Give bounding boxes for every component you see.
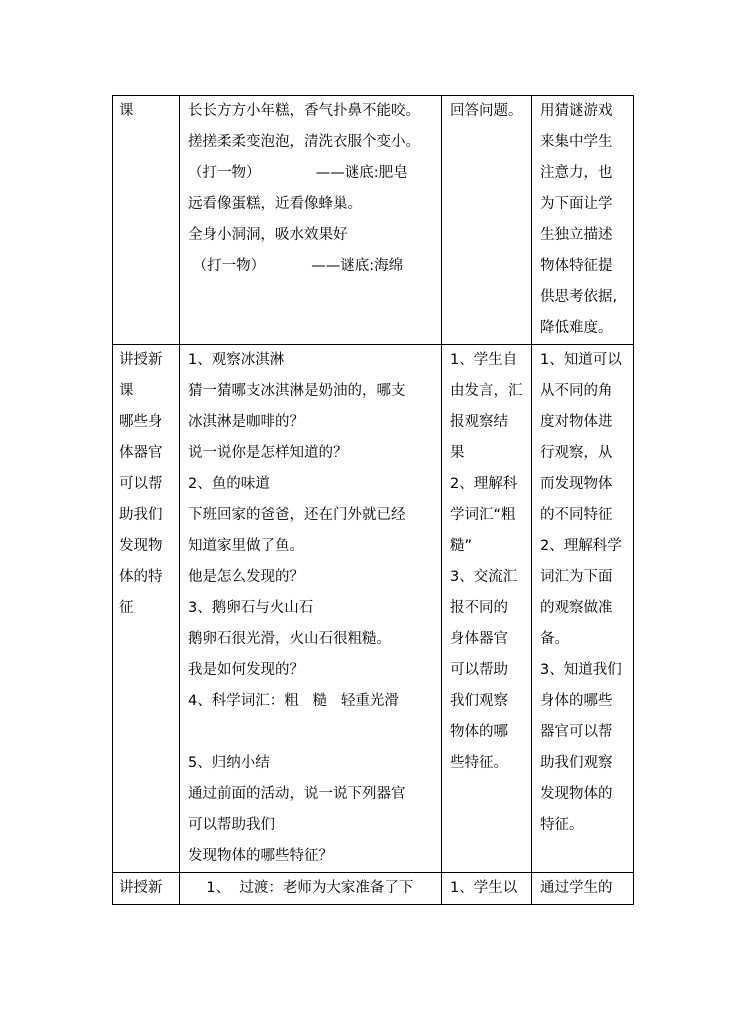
student-activity-cell: [442, 96, 532, 345]
student-line: 2、理解科: [450, 476, 518, 492]
activity-line: 下班回家的爸爸，还在门外就已经: [188, 507, 406, 523]
student-line: 些特征。: [450, 755, 508, 771]
intent-line: 行观察，从: [540, 445, 613, 461]
table-row: [113, 345, 634, 873]
intent-line: 的不同特征: [540, 507, 613, 523]
student-line: 3、交流汇: [450, 569, 518, 585]
activity-line: 他是怎么发现的？: [188, 569, 304, 585]
stage-text: 体的特: [119, 569, 163, 585]
stage-text: 助我们: [119, 507, 163, 523]
intent-line: 特征。: [540, 817, 584, 833]
student-line: 回答问题。: [450, 103, 523, 119]
teacher-activity-cell: [180, 96, 442, 345]
activity-line: [188, 717, 441, 748]
stage-text: 发现物: [119, 538, 163, 554]
intent-line: 从不同的角: [540, 383, 613, 399]
teacher-activity-cell: [180, 873, 442, 905]
activity-line: 远看像蛋糕，近看像蜂巢。: [188, 196, 362, 212]
intent-line: 注意力，也: [540, 165, 613, 181]
stage-text: 征: [119, 600, 134, 616]
student-line: 1、学生以: [450, 880, 518, 896]
student-line: 1、学生自: [450, 352, 518, 368]
stage-cell: [113, 96, 180, 345]
student-line: 学词汇“粗: [450, 507, 516, 523]
stage-text: 讲授新: [119, 352, 163, 368]
intent-line: 用猜谜游戏: [540, 103, 613, 119]
student-line: 身体器官: [450, 631, 508, 647]
activity-line: 说一说你是怎样知道的？: [188, 445, 348, 461]
intent-line: 的观察做准: [540, 600, 613, 616]
intent-line: 度对物体进: [540, 414, 613, 430]
student-line: 我们观察: [450, 693, 508, 709]
activity-line: 冰淇淋是咖啡的？: [188, 414, 304, 430]
stage-cell: [113, 873, 180, 905]
intent-line: 备。: [540, 631, 569, 647]
activity-line: 1、观察冰淇淋: [188, 352, 285, 368]
student-line: 糙”: [450, 538, 473, 554]
intent-line: 身体的哪些: [540, 693, 613, 709]
activity-line: 发现物体的哪些特征？: [188, 848, 333, 864]
table-row: [113, 96, 634, 345]
stage-text: 讲授新: [119, 880, 163, 896]
activity-line: 2、鱼的味道: [188, 476, 270, 492]
intent-line: 通过学生的: [540, 880, 613, 896]
stage-text: 可以帮: [119, 476, 163, 492]
activity-line: （打一物） ——谜底:肥皂: [188, 165, 408, 181]
intent-line: 词汇为下面: [540, 569, 613, 585]
student-line: 由发言，汇: [450, 383, 523, 399]
student-activity-cell: [442, 873, 532, 905]
student-activity-cell: [442, 345, 532, 873]
activity-line: 可以帮助我们: [188, 817, 275, 833]
intent-line: 1、知道可以: [540, 352, 622, 368]
stage-text: 体器官: [119, 445, 163, 461]
intent-line: 为下面让学: [540, 196, 613, 212]
intent-line: 生独立描述: [540, 227, 613, 243]
lesson-plan-table: [112, 95, 634, 905]
intent-line: 助我们观察: [540, 755, 613, 771]
intent-line: 而发现物体: [540, 476, 613, 492]
design-intent-cell: [532, 873, 634, 905]
table-row: [113, 873, 634, 905]
student-line: 物体的哪: [450, 724, 508, 740]
student-line: 报不同的: [450, 600, 508, 616]
student-line: 果: [450, 445, 465, 461]
design-intent-cell: [532, 345, 634, 873]
stage-text: 课: [119, 103, 134, 119]
teacher-activity-cell: [180, 345, 442, 873]
activity-line: 我是如何发现的？: [188, 662, 304, 678]
activity-line: 5、归纳小结: [188, 755, 270, 771]
activity-line: 通过前面的活动，说一说下列器官: [188, 786, 406, 802]
activity-line: 3、鹅卵石与火山石: [188, 600, 314, 616]
activity-line: 1、 过渡：老师为大家准备了下: [188, 880, 414, 896]
activity-line: 鹅卵石很光滑，火山石很粗糙。: [188, 631, 391, 647]
activity-line: （打一物） ——谜底:海绵: [188, 258, 404, 274]
intent-line: 发现物体的: [540, 786, 613, 802]
activity-line: 全身小洞洞，吸水效果好: [188, 227, 348, 243]
intent-line: 来集中学生: [540, 134, 613, 150]
student-line: 报观察结: [450, 414, 508, 430]
design-intent-cell: [532, 96, 634, 345]
activity-line: 4、科学词汇：粗 糙 轻重光滑: [188, 693, 399, 709]
stage-cell: [113, 345, 180, 873]
intent-line: 降低难度。: [540, 320, 613, 336]
intent-line: 器官可以帮: [540, 724, 613, 740]
intent-line: 2、理解科学: [540, 538, 622, 554]
intent-line: 物体特征提: [540, 258, 613, 274]
student-line: 可以帮助: [450, 662, 508, 678]
stage-text: 哪些身: [119, 414, 163, 430]
activity-line: 猜一猜哪支冰淇淋是奶油的，哪支: [188, 383, 406, 399]
activity-line: 知道家里做了鱼。: [188, 538, 304, 554]
intent-line: 3、知道我们: [540, 662, 622, 678]
activity-line: 长长方方小年糕，香气扑鼻不能咬。: [188, 103, 420, 119]
intent-line: 供思考依据,: [540, 289, 618, 305]
activity-line: 搓搓柔柔变泡泡，清洗衣服个变小。: [188, 134, 420, 150]
stage-text: 课: [119, 383, 134, 399]
